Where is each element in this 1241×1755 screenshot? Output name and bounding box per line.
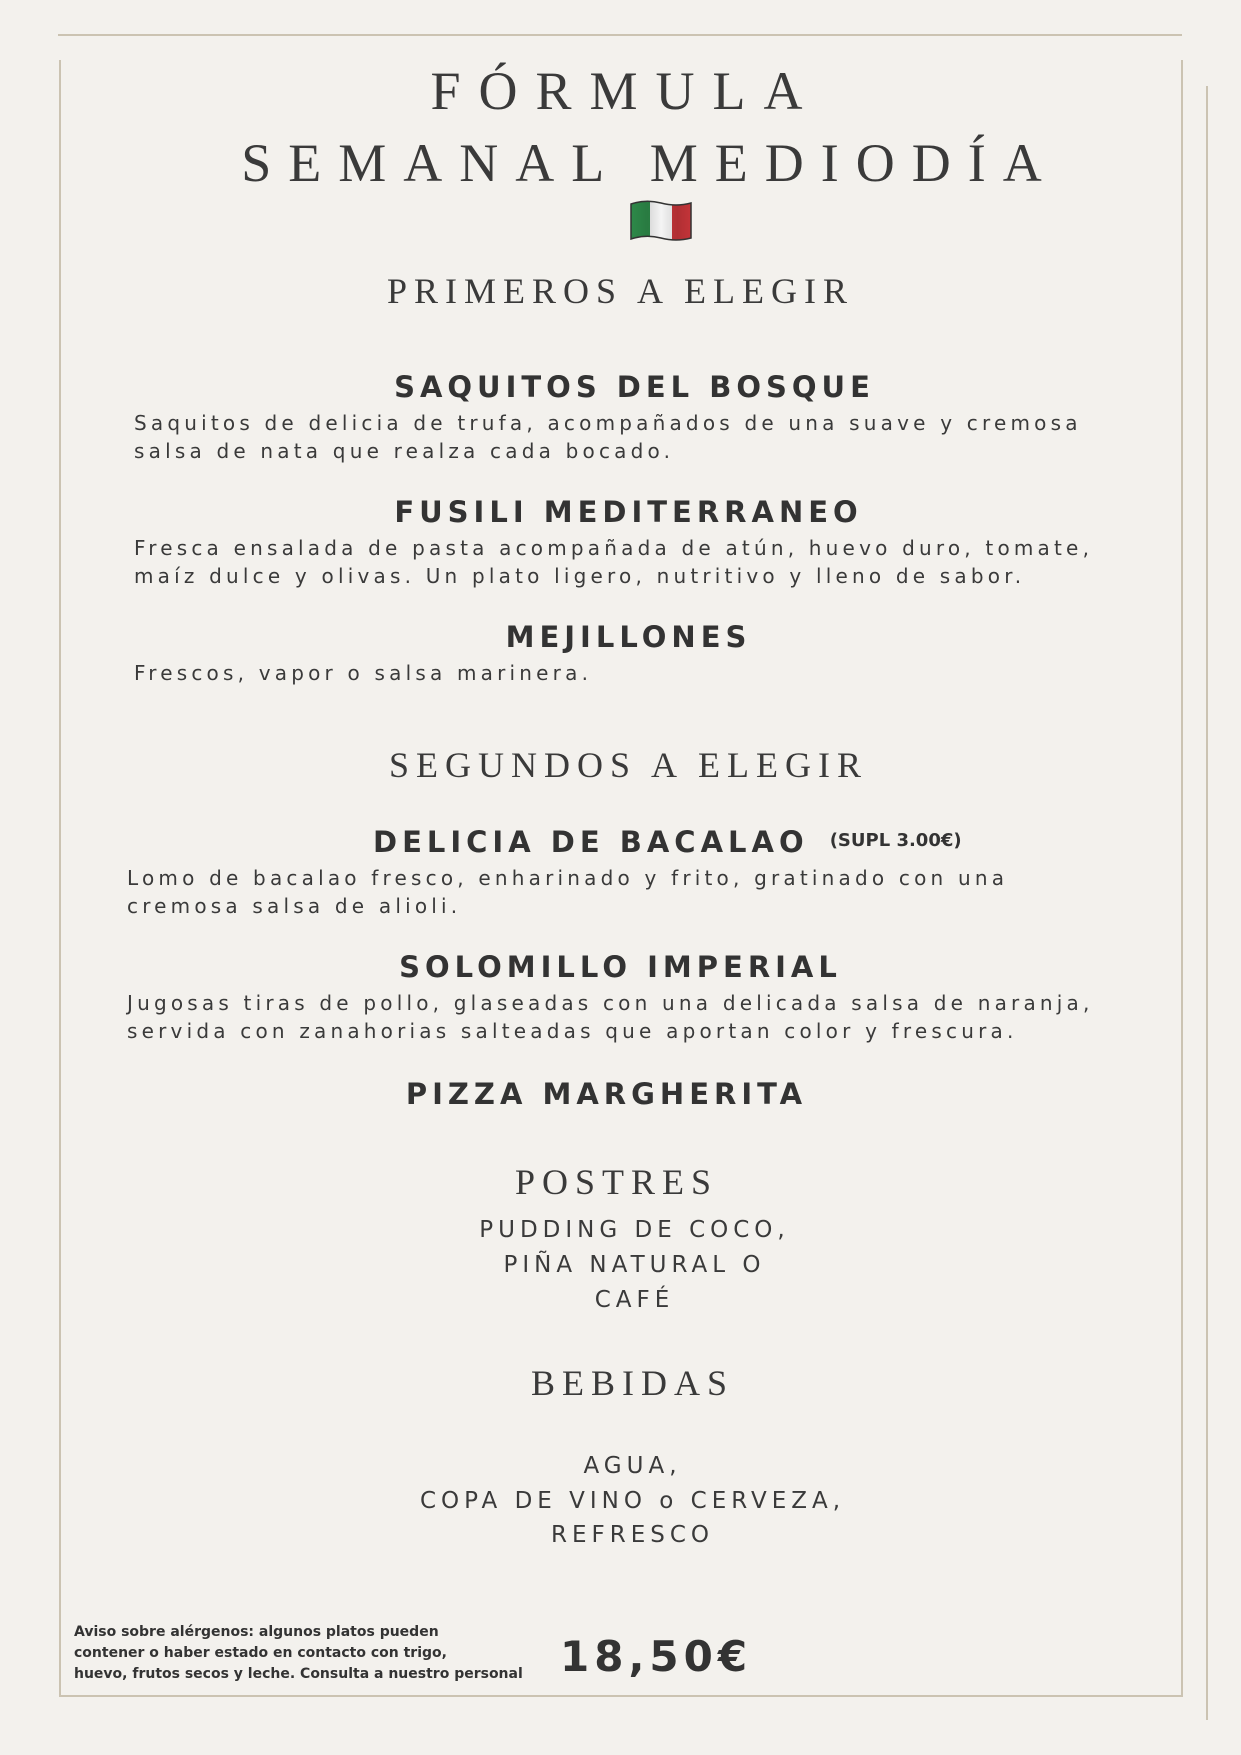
postres-heading: POSTRES (514, 1162, 719, 1202)
bebidas-line-1: AGUA, (583, 1453, 682, 1479)
segundos-heading: SEGUNDOS A ELEGIR (388, 745, 869, 785)
allergen-notice-line2: contener o haber estado en contacto con trigo, (74, 1645, 447, 1661)
dish-name-saquitos: SAQUITOS DEL BOSQUE (394, 370, 875, 404)
postres-line-1: PUDDING DE COCO, (479, 1217, 790, 1243)
dish-desc-fusili-line2: maíz dulce y olivas. Un plato ligero, nutritivo y lleno de sabor. (134, 564, 1026, 588)
menu-title-line2: SEMANAL MEDIODÍA (241, 133, 1059, 193)
dish-name-fusili: FUSILI MEDITERRANEO (394, 495, 863, 529)
dish-desc-saquitos-line2: salsa de nata que realza cada bocado. (134, 439, 675, 463)
frame-bottom-line (59, 1695, 1183, 1697)
bebidas-heading: BEBIDAS (530, 1363, 735, 1403)
bebidas-line-2: COPA DE VINO o CERVEZA, (419, 1488, 846, 1514)
allergen-notice (74, 1622, 544, 1685)
menu-title-line1: FÓRMULA (430, 61, 821, 121)
frame-top-line (58, 34, 1182, 36)
bebidas-line-3: REFRESCO (550, 1522, 715, 1548)
dish-desc-mejillones: Frescos, vapor o salsa marinera. (134, 661, 593, 685)
dish-desc-solomillo-line1: Jugosas tiras de pollo, glaseadas con una delicada salsa de naranja, (127, 991, 1094, 1015)
dish-name-bacalao (373, 825, 962, 859)
allergen-notice-line1: Aviso sobre alérgenos: algunos platos pueden (74, 1624, 439, 1640)
dish-desc-bacalao-line1: Lomo de bacalao fresco, enharinado y frito, gratinado con una (127, 866, 1009, 890)
dish-name-mejillones: MEJILLONES (505, 620, 752, 654)
italian-flag-icon (628, 198, 694, 244)
menu-price: 18,50€ (560, 1632, 753, 1681)
allergen-notice-line3: huevo, frutos secos y leche. Consulta a nuestro personal (74, 1666, 523, 1682)
postres-line-2: PIÑA NATURAL O (503, 1252, 766, 1278)
dish-desc-bacalao-line2: cremosa salsa de alioli. (127, 894, 462, 918)
dish-name-bacalao-text: DELICIA DE BACALAO (373, 825, 809, 859)
dish-name-solomillo: SOLOMILLO IMPERIAL (399, 950, 842, 984)
dish-desc-solomillo-line2: servida con zanahorias salteadas que aportan color y frescura. (127, 1019, 1018, 1043)
dish-desc-fusili-line1: Fresca ensalada de pasta acompañada de atún, huevo duro, tomate, (134, 536, 1094, 560)
dish-name-pizza: PIZZA MARGHERITA (405, 1077, 808, 1111)
supplement-badge: (SUPL 3.00€) (829, 830, 962, 851)
dish-desc-saquitos-line1: Saquitos de delicia de trufa, acompañados de una suave y cremosa (134, 411, 1082, 435)
postres-line-3: CAFÉ (594, 1287, 675, 1313)
primeros-heading: PRIMEROS A ELEGIR (386, 271, 855, 311)
